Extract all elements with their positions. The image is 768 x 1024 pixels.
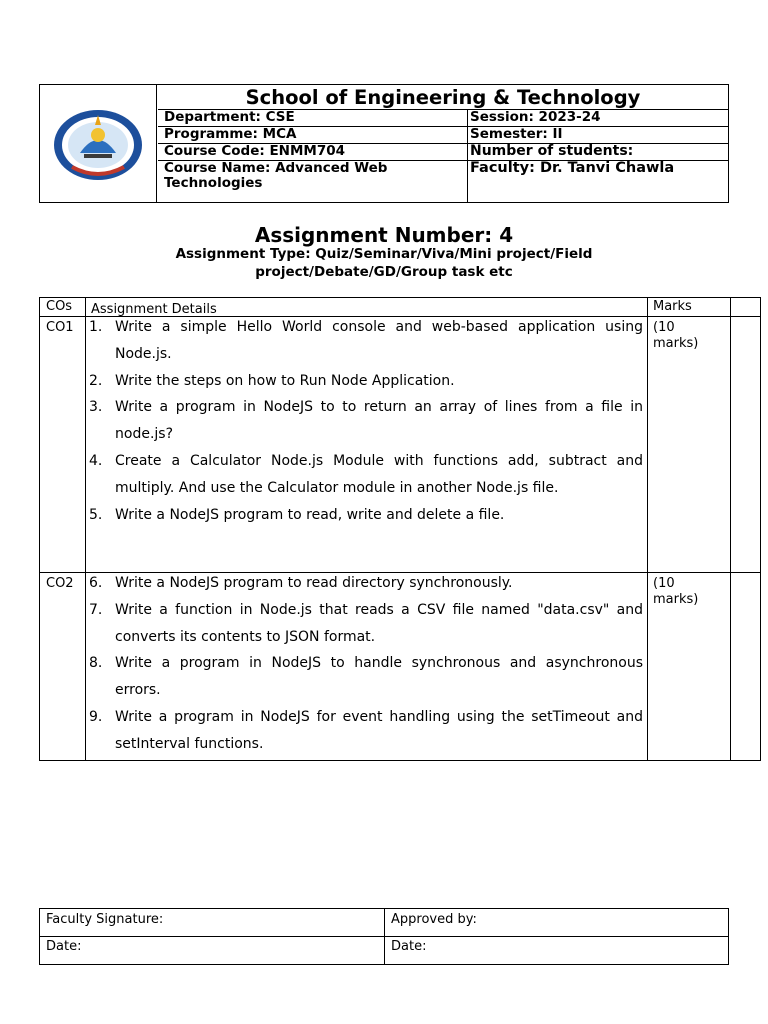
task-number: 9. [89, 708, 103, 725]
task-text: Write a NodeJS program to read directory synchronously. [115, 575, 513, 591]
marks-value: (10 [653, 576, 675, 591]
task-number: 7. [89, 601, 103, 618]
task-text: Write the steps on how to Run Node Application. [115, 372, 455, 389]
col-divider [730, 298, 731, 760]
programme: Programme: MCA [158, 127, 468, 144]
session: Session: 2023-24 [468, 110, 728, 127]
marks-value: (10 [653, 320, 675, 335]
task-item [89, 597, 643, 651]
task-number: 5. [89, 506, 103, 523]
approved-by-label: Approved by: [391, 912, 477, 927]
col-divider [85, 298, 86, 760]
assignment-type [110, 245, 658, 281]
semester: Semester: II [468, 127, 728, 144]
logo-cell [40, 85, 157, 202]
course-info [158, 110, 728, 202]
assignment-table [39, 297, 761, 761]
co2-task-list [89, 570, 643, 758]
task-item [89, 394, 643, 448]
date-label: Date: [46, 939, 82, 954]
task-item [89, 368, 643, 395]
task-text: Write a program in NodeJS to handle synchronous and asynchronous errors. [115, 655, 643, 699]
date-label: Date: [391, 939, 427, 954]
task-text: Write a function in Node.js that reads a CSV file named "data.csv" and converts its contents to JSON format. [115, 601, 643, 645]
task-number: 4. [89, 452, 103, 469]
task-text: Write a simple Hello World console and web-based application using Node.js. [115, 319, 643, 362]
header-assignment-details: Assignment Details [91, 302, 217, 317]
task-item [89, 570, 643, 597]
co1-task-list [89, 314, 643, 528]
marks-unit: marks) [653, 336, 699, 351]
co-label: CO2 [46, 576, 74, 591]
assignment-type-line1: Assignment Type: Quiz/Seminar/Viva/Mini project/Field [175, 246, 593, 262]
task-number: 8. [89, 655, 103, 672]
task-item [89, 314, 643, 368]
task-item [89, 502, 643, 529]
course-name-line1: Course Name: Advanced Web [164, 160, 388, 176]
assignment-type-line2: project/Debate/GD/Group task etc [255, 264, 513, 280]
task-number: 1. [89, 319, 103, 335]
task-number: 6. [89, 575, 103, 591]
signature-table [39, 908, 729, 965]
faculty: Faculty: Dr. Tanvi Chawla [470, 160, 675, 176]
header-table [39, 84, 729, 203]
task-text: Create a Calculator Node.js Module with functions add, subtract and multiply. And use the Calculator module in another Node.js file. [115, 452, 643, 496]
header-cos: COs [46, 299, 73, 314]
task-number: 2. [89, 372, 103, 389]
department: Department: CSE [158, 110, 468, 127]
task-text: Write a program in NodeJS to to return an array of lines from a file in node.js? [115, 399, 643, 443]
col-divider [647, 298, 648, 760]
task-text: Write a program in NodeJS for event handling using the setTimeout and setInterval functions. [115, 708, 643, 752]
co-label: CO1 [46, 320, 74, 335]
marks-cell [653, 320, 723, 352]
course-name [158, 161, 468, 202]
task-number: 3. [89, 399, 103, 416]
marks-unit: marks) [653, 592, 699, 607]
course-name-line2: Technologies [164, 175, 263, 191]
institution-title: School of Engineering & Technology [158, 85, 728, 110]
university-seal-icon [50, 107, 146, 183]
marks-cell [653, 576, 723, 608]
number-of-students: Number of students: [468, 144, 728, 161]
row-divider [40, 936, 728, 937]
task-item [89, 650, 643, 704]
course-code: Course Code: ENMM704 [158, 144, 468, 161]
assignment-title: Assignment Number: 4 [254, 223, 514, 247]
task-item [89, 704, 643, 758]
faculty-signature-label: Faculty Signature: [46, 912, 164, 927]
task-text: Write a NodeJS program to read, write and delete a file. [115, 506, 505, 523]
task-item [89, 448, 643, 502]
header-marks: Marks [653, 299, 692, 314]
